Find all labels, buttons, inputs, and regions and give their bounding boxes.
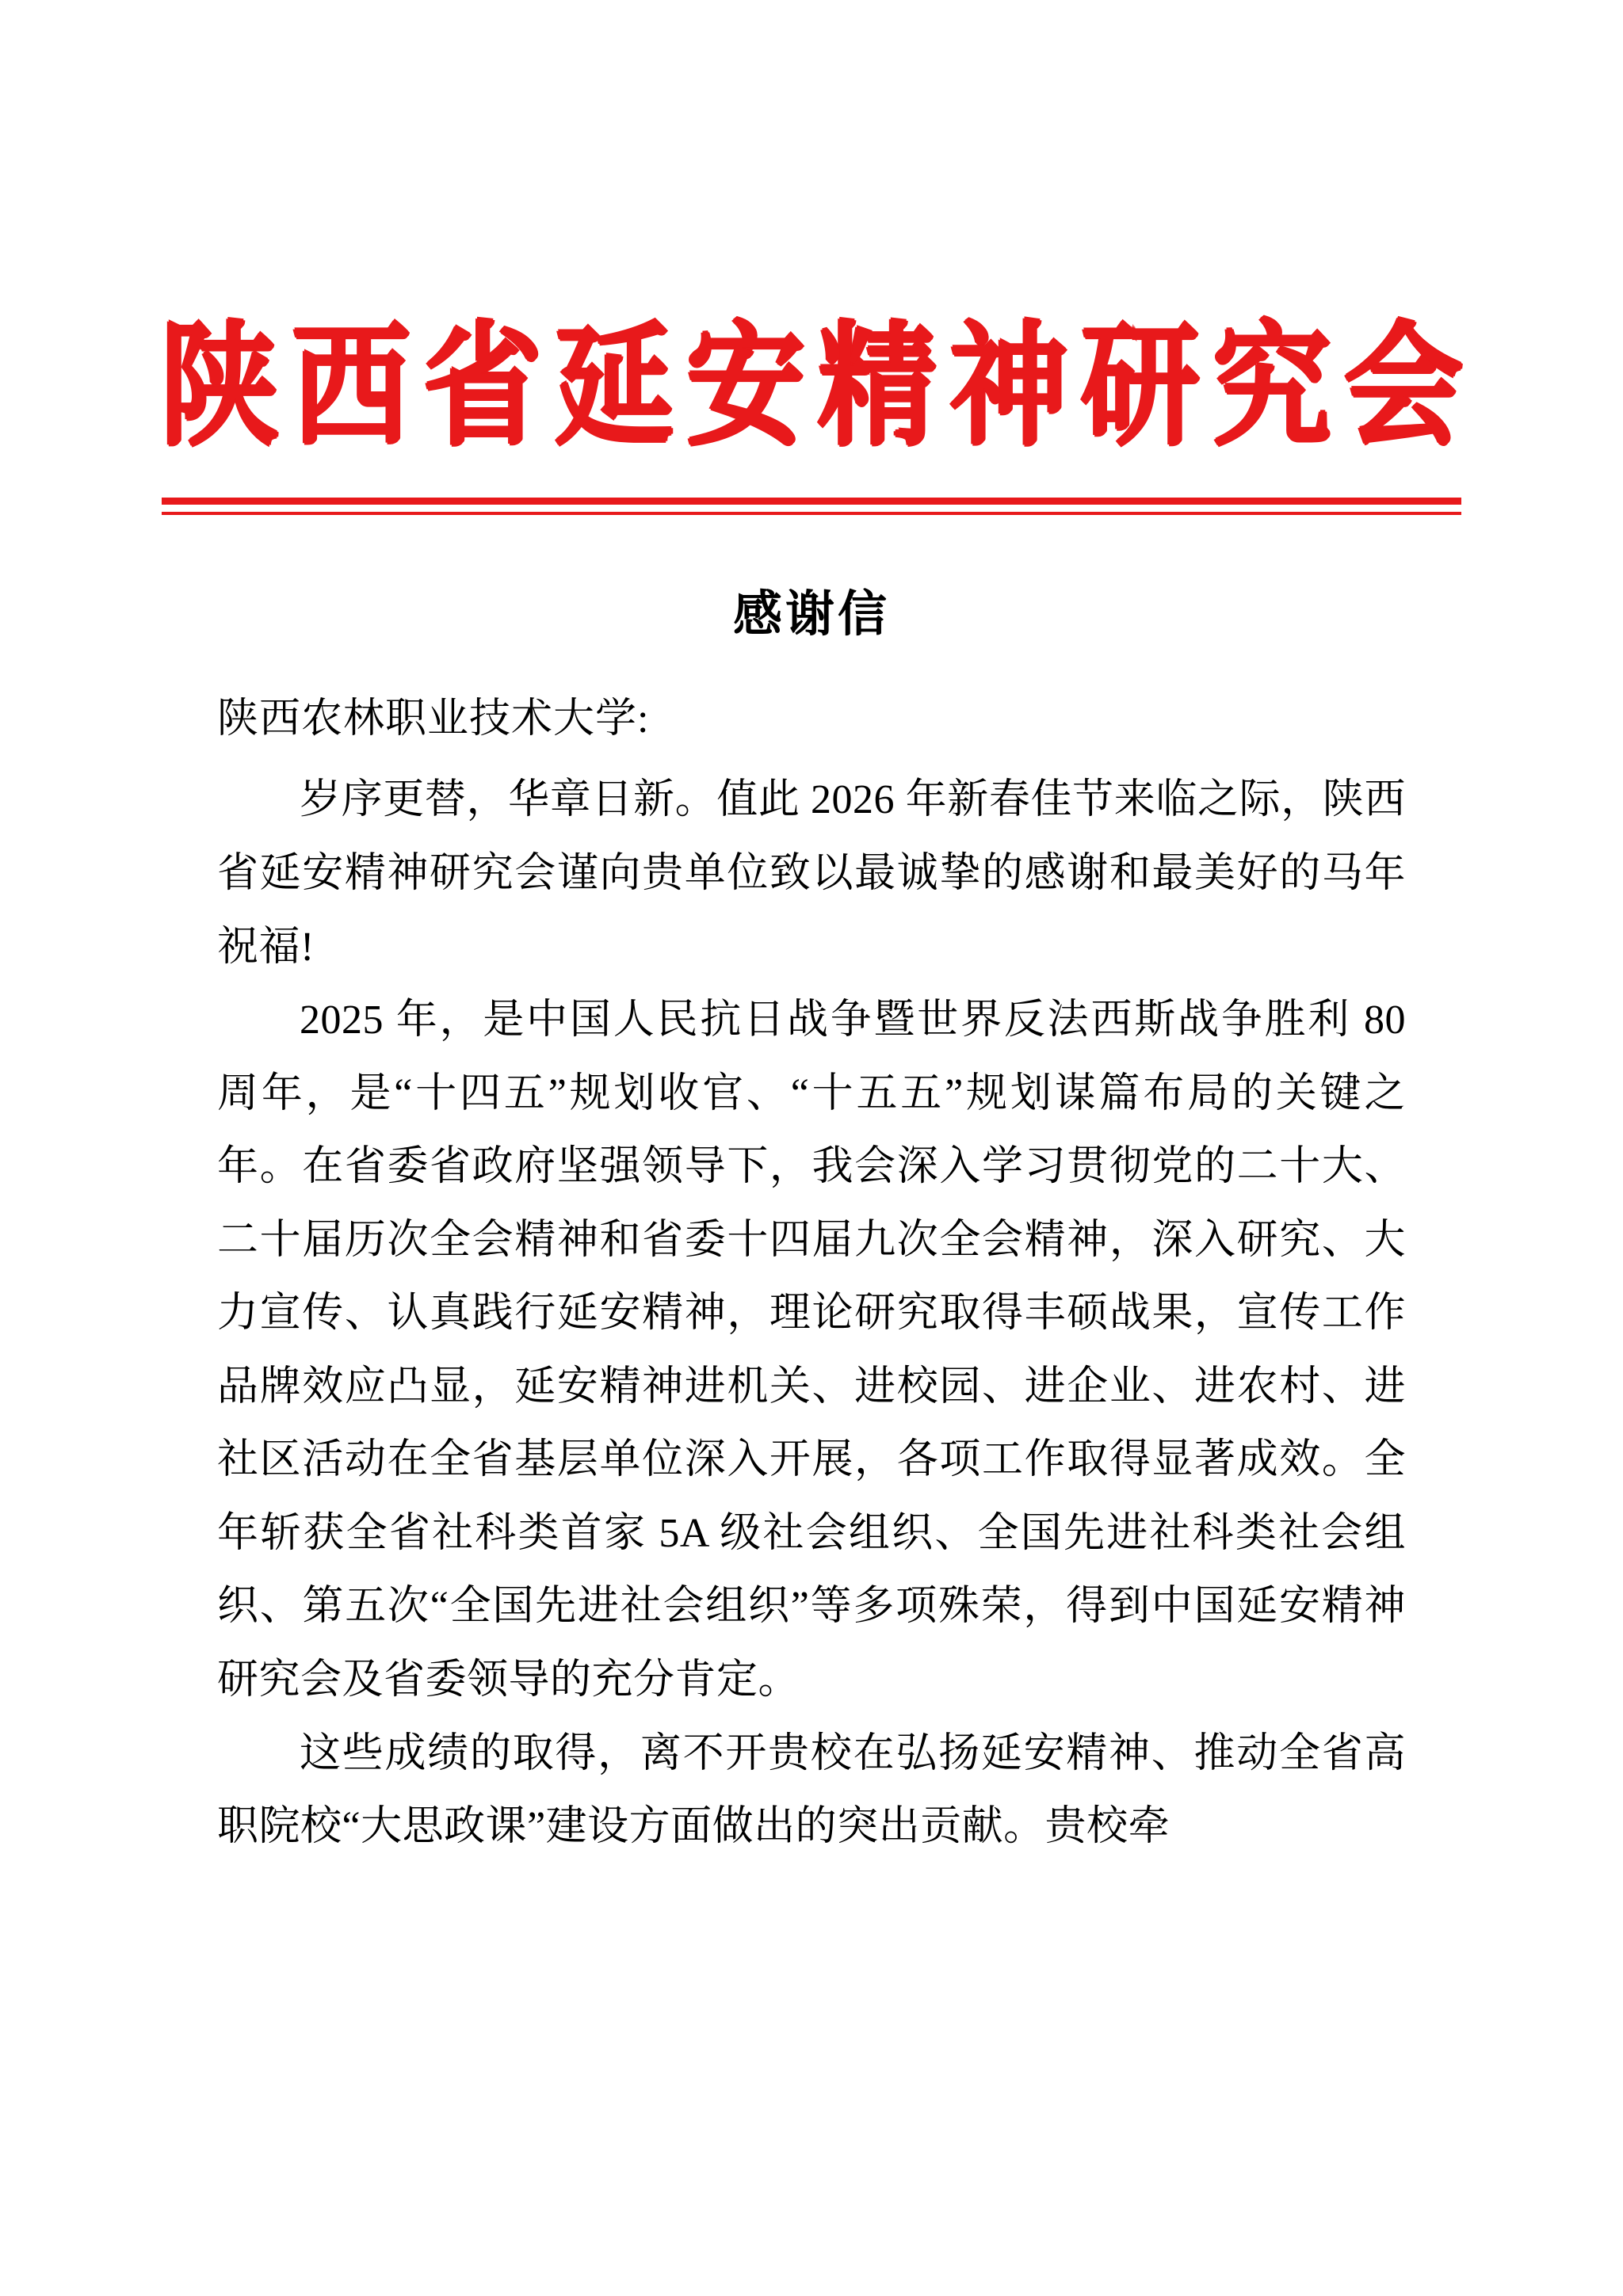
rule-gap — [162, 505, 1461, 512]
paragraph-2: 2025 年，是中国人民抗日战争暨世界反法西斯战争胜利 80 周年，是“十四五”规划收官、“十五五”规划谋篇布局的关键之年。在省委省政府坚强领导下，我会深入学习贯彻党的二十大、二十届历次全会精神和省委十四届九次全会精神，深入研究、大力宣传、认真践行延安精神，理论研究取得丰硕战果，宣传工作品牌效应凸显，延安精神进机关、进校园、进企业、进农村、进社区活动在全省基层单位深入开展，各项工作取得显著成效。全年斩获全省社科类首家 5A 级社会组织、全国先进社科类社会组织、第五次“全国先进社会组织”等多项殊荣，得到中国延安精神研究会及省委领导的充分肯定。 — [217, 997, 1406, 1703]
document-body — [217, 515, 1406, 1864]
paragraph-3: 这些成绩的取得，离不开贵校在弘扬延安精神、推动全省高职院校“大思政课”建设方面做出的突出贡献。贵校牵 — [217, 1730, 1406, 1850]
organization-title: 陕西省延安精神研究会 — [159, 307, 1476, 464]
rule-thick — [162, 498, 1461, 505]
letterhead — [0, 0, 1623, 515]
document-title: 感谢信 — [732, 584, 890, 643]
letterhead-rule — [162, 498, 1461, 515]
paragraph-1: 岁序更替，华章日新。值此 2026 年新春佳节来临之际，陕西省延安精神研究会谨向贵单位致以最诚挚的感谢和最美好的马年祝福! — [217, 777, 1406, 970]
salutation: 陕西农林职业技术大学: — [217, 696, 650, 742]
